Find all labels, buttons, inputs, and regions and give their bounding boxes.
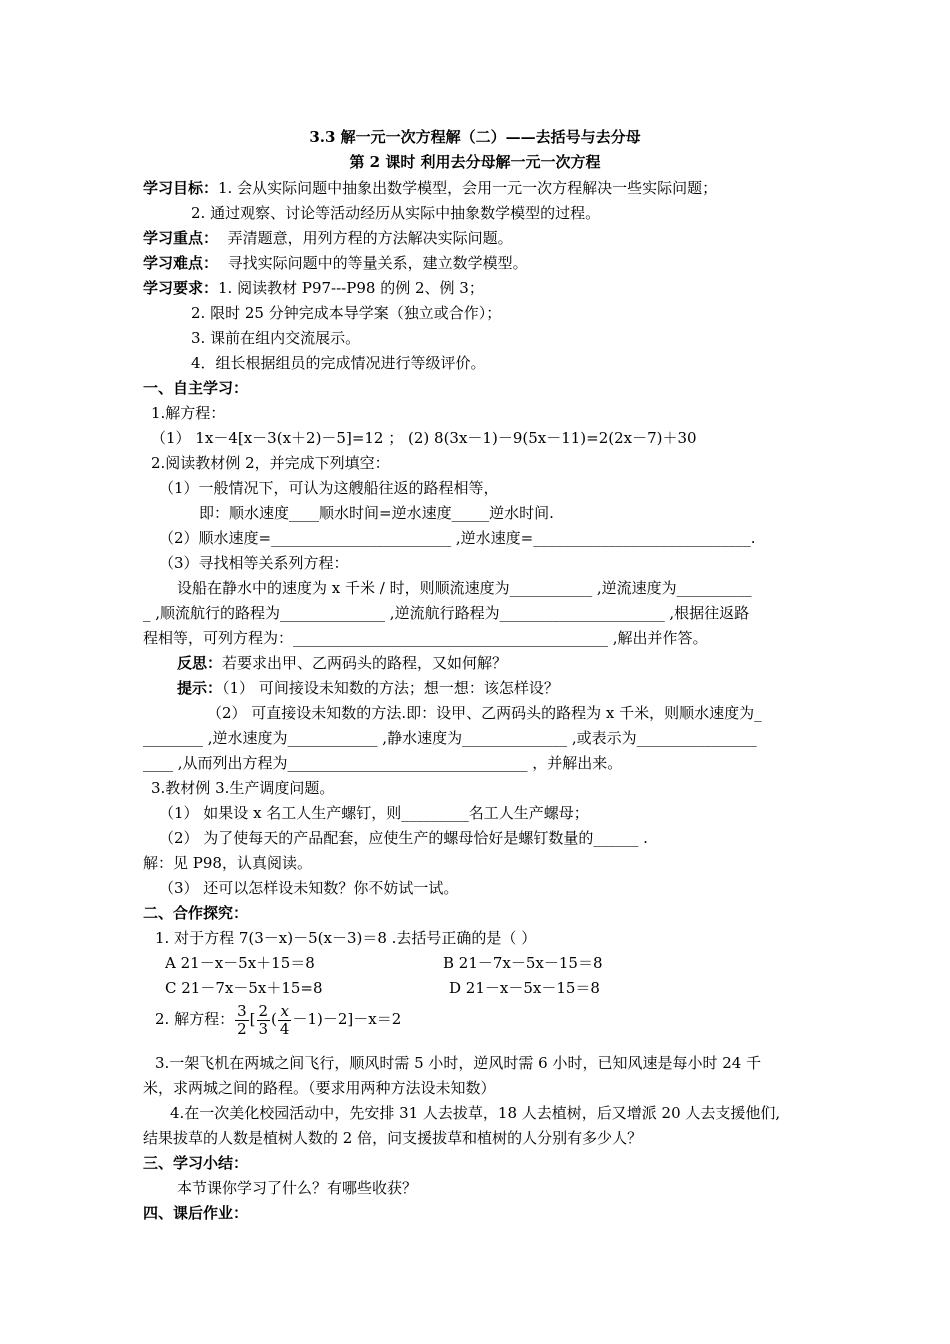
s2-option-d: D 21－x－5x－15＝8 [449, 979, 600, 997]
requirements-line-1 [143, 278, 484, 298]
s2-option-a: A 21－x－5x＋15＝8 [165, 954, 315, 972]
s1-q3-2: （2） 为了使每天的产品配套，应使生产的螺母恰好是螺钉数量的______ . [159, 829, 648, 847]
s1-q2-3b: _ ,顺流航行的路程为______________ ,逆流航行路程为______________________ ,根据往返路 [143, 604, 750, 622]
goals-label: 学习目标： [143, 179, 219, 197]
s2-q4-line-1: 4.在一次美化校园活动中，先安排 31 人去拔草，18 人去植树，后又增派 20 人去支援他们, [170, 1104, 781, 1122]
s2-q1: 1. 对于方程 7(3－x)－5(x－3)＝8 .去括号正确的是（ ） [155, 929, 537, 947]
s2-q3-line-1: 3.一架飞机在两城之间飞行，顺风时需 5 小时，逆风时需 6 小时，已知风速是每小时 24 千 [155, 1054, 762, 1072]
key-point-line [143, 228, 513, 248]
s1-q2: 2.阅读教材例 2，并完成下列填空： [151, 454, 390, 472]
goals-line-2: 2. 通过观察、讨论等活动经历从实际中抽象数学模型的过程。 [191, 204, 601, 222]
s2-q4-line-2: 结果拔草的人数是植树人数的 2 倍，问支援拔草和植树的人分别有多少人？ [143, 1129, 643, 1147]
s1-q3-1: （1） 如果设 x 名工人生产螺钉，则_________名工人生产螺母； [159, 804, 589, 822]
s1-q1: 1.解方程： [151, 404, 226, 422]
s2-option-b: B 21－7x－5x－15＝8 [443, 954, 603, 972]
s1-q3-solution: 解：见 P98，认真阅读。 [143, 854, 312, 872]
hint-line-2a: （2） 可直接设未知数的方法.即：设甲、乙两码头的路程为 x 千米，则顺水速度为_ [207, 704, 762, 722]
reflect-line [177, 653, 507, 673]
fraction-2-3: $\frac{2}{3}$ [258, 1001, 269, 1038]
s1-q2-3: （3）寻找相等关系列方程： [159, 554, 349, 572]
s1-q2-2: （2）顺水速度=________________________ ,逆水速度=_____________________________. [159, 529, 756, 547]
hint-line-2b: ________ ,逆水速度为____________ ,静水速度为______________ ,或表示为________________ [143, 729, 757, 747]
doc-subtitle: 第 2 课时 利用去分母解一元一次方程 [349, 153, 601, 171]
s2-q2-label: 2. 解方程： [155, 1010, 235, 1028]
s1-q2-3c: 程相等，可列方程为：__________________________________________ ,解出并作答。 [143, 629, 708, 647]
section-1-heading: 一、自主学习： [143, 379, 249, 397]
hint-text-1: （1） 可间接设未知数的方法；想一想：该怎样设？ [222, 679, 559, 697]
reflect-label: 反思： [177, 654, 223, 672]
requirements-line-2: 2. 限时 25 分钟完成本导学案（独立或合作）； [191, 304, 502, 322]
key-point-text: 弄清题意，用列方程的方法解决实际问题。 [227, 229, 513, 247]
section-3-heading: 三、学习小结： [143, 1154, 249, 1172]
s1-q3-3: （3） 还可以怎样设未知数？你不妨试一试。 [159, 879, 459, 897]
s1-q1-equations: （1） 1x－4[x－3(x＋2)－5]=12 ； (2) 8(3x－1)－9(5x－11)=2(2x－7)＋30 [151, 429, 697, 447]
difficulty-label: 学习难点： [143, 254, 219, 272]
requirements-text-1: 1. 阅读教材 P97---P98 的例 2、例 3； [218, 279, 484, 297]
reflect-text: 若要求出甲、乙两码头的路程，又如何解？ [222, 654, 508, 672]
bracket-open: [ [249, 1010, 256, 1028]
requirements-label: 学习要求： [143, 279, 219, 297]
requirements-line-3: 3. 课前在组内交流展示。 [191, 329, 361, 347]
section-4-heading: 四、课后作业： [143, 1204, 249, 1222]
hint-line-2c: ____ ,从而列出方程为________________________________ ，并解出来。 [143, 754, 623, 772]
hint-label: 提示： [177, 679, 223, 697]
s1-q2-1: （1）一般情况下，可认为这艘船往返的路程相等， [159, 479, 499, 497]
key-point-label: 学习重点： [143, 229, 219, 247]
requirements-line-4: 4．组长根据组员的完成情况进行等级评价。 [191, 354, 486, 372]
s3-text: 本节课你学习了什么？有哪些收获？ [177, 1179, 418, 1197]
paren-open: ( [271, 1010, 277, 1028]
difficulty-line [143, 253, 528, 273]
goals-line-1 [143, 178, 717, 198]
s2-q3-line-2: 米，求两城之间的路程。（要求用两种方法设未知数） [143, 1079, 496, 1097]
doc-title: 3.3 解一元一次方程解（二）——去括号与去分母 [309, 128, 641, 146]
goals-text-1: 1. 会从实际问题中抽象出数学模型，会用一元一次方程解决一些实际问题； [218, 179, 718, 197]
s2-q2-equation [155, 997, 401, 1041]
s1-q2-1b: 即：顺水速度____顺水时间=逆水速度_____逆水时间. [199, 504, 554, 522]
s1-q2-3a: 设船在静水中的速度为 x 千米 / 时，则顺流速度为___________ ,逆流速度为__________ [177, 579, 752, 597]
equation-tail: －1)－2]－x＝2 [292, 1010, 402, 1028]
s1-q3: 3.教材例 3.生产调度问题。 [151, 779, 335, 797]
s2-option-c: C 21－7x－5x＋15=8 [165, 979, 323, 997]
fraction-3-2: $\frac{3}{2}$ [237, 1001, 247, 1038]
fraction-x-4: $\frac{x}{4}$ [279, 1001, 290, 1038]
hint-line-1 [177, 678, 559, 698]
difficulty-text: 寻找实际问题中的等量关系，建立数学模型。 [227, 254, 528, 272]
section-2-heading: 二、合作探究： [143, 904, 249, 922]
